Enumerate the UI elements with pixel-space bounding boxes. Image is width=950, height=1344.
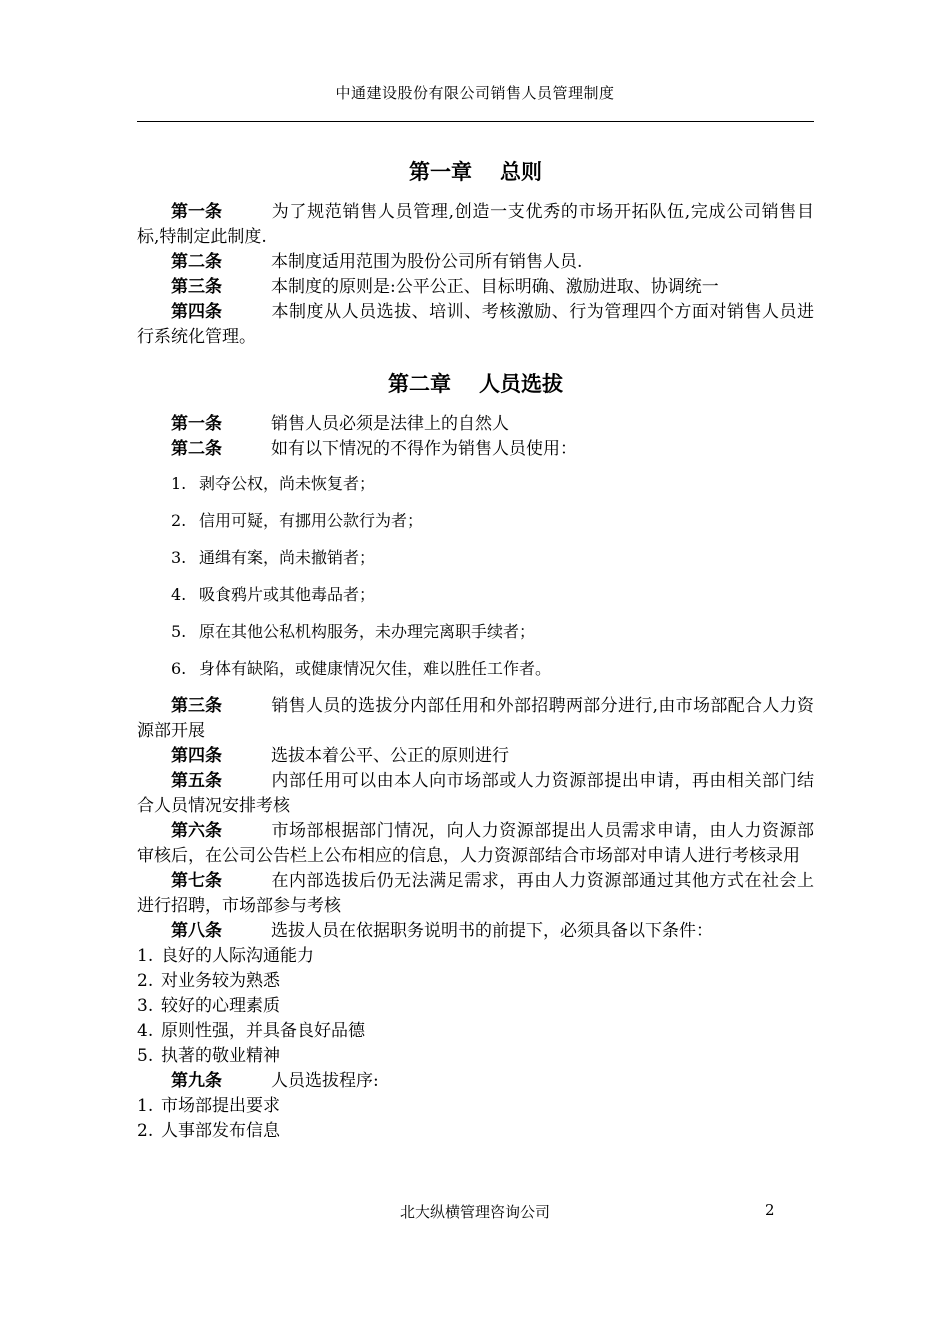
- document-body: [137, 150, 814, 1144]
- list-number: 2.: [171, 511, 187, 530]
- list-number: 6.: [171, 659, 187, 678]
- article-text: 本制度的原则是:公平公正、目标明确、激励进取、协调统一: [271, 277, 719, 297]
- list-item: [137, 614, 814, 651]
- chapter-title: 总则: [500, 160, 542, 184]
- article-number: 第二条: [171, 439, 222, 459]
- list-number: 5.: [171, 622, 187, 641]
- page-header: 中通建设股份有限公司销售人员管理制度: [335, 84, 615, 102]
- article-text: 为了规范销售人员管理,创造一支优秀的市场开拓队伍,完成公司销售目标,特制定此制度.: [137, 202, 814, 247]
- list-text: 人事部发布信息: [161, 1121, 280, 1141]
- article-number: 第三条: [171, 696, 222, 716]
- list-item: [137, 503, 814, 540]
- article-text: 人员选拔程序:: [271, 1071, 379, 1091]
- article-text: 销售人员的选拔分内部任用和外部招聘两部分进行,由市场部配合人力资源部开展: [137, 696, 814, 741]
- article: [137, 769, 814, 819]
- article: [137, 819, 814, 869]
- article: [137, 437, 814, 462]
- article-number: 第八条: [171, 921, 222, 941]
- list-item: [137, 1094, 814, 1119]
- article-text: 本制度从人员选拔、培训、考核激励、行为管理四个方面对销售人员进行系统化管理。: [137, 302, 814, 347]
- article-number: 第九条: [171, 1071, 222, 1091]
- list-number: 3.: [137, 996, 154, 1016]
- list-number: 4.: [171, 585, 187, 604]
- article-text: 市场部根据部门情况，向人力资源部提出人员需求申请，由人力资源部审核后，在公司公告栏上公布相应的信息，人力资源部结合市场部对申请人进行考核录用: [137, 821, 814, 866]
- article-number: 第六条: [171, 821, 222, 841]
- list-number: 3.: [171, 548, 187, 567]
- chapter-title: 人员选拔: [479, 372, 563, 396]
- list-number: 2.: [137, 971, 154, 991]
- article-text: 如有以下情况的不得作为销售人员使用：: [271, 439, 577, 459]
- article-text: 本制度适用范围为股份公司所有销售人员.: [271, 252, 583, 272]
- list-text: 良好的人际沟通能力: [161, 946, 314, 966]
- article: [137, 869, 814, 919]
- list-item: [137, 1044, 814, 1069]
- list-number: 1.: [137, 946, 154, 966]
- article-number: 第一条: [171, 202, 222, 222]
- article-text: 选拔本着公平、公正的原则进行: [271, 746, 509, 766]
- list-text: 对业务较为熟悉: [161, 971, 280, 991]
- list-text: 市场部提出要求: [161, 1096, 280, 1116]
- article: [137, 1069, 814, 1094]
- list-number: 1.: [137, 1096, 154, 1116]
- article-number: 第二条: [171, 252, 222, 272]
- list-item: [137, 540, 814, 577]
- condition-list: [137, 944, 814, 1069]
- list-text: 原则性强，并具备良好品德: [161, 1021, 365, 1041]
- chapter-number: 第一章: [409, 160, 472, 184]
- list-number: 4.: [137, 1021, 154, 1041]
- article: [137, 744, 814, 769]
- list-text: 身体有缺陷，或健康情况欠佳，难以胜任工作者。: [199, 659, 552, 678]
- article-number: 第七条: [171, 871, 222, 891]
- article: [137, 250, 814, 275]
- chapter-number: 第二章: [388, 372, 451, 396]
- article-number: 第四条: [171, 746, 222, 766]
- list-text: 通缉有案，尚未撤销者；: [199, 548, 376, 567]
- article: [137, 300, 814, 350]
- list-text: 吸食鸦片或其他毒品者；: [199, 585, 376, 604]
- article: [137, 275, 814, 300]
- list-item: [137, 651, 814, 688]
- disqualification-list: [137, 466, 814, 688]
- page-number: 2: [765, 1201, 775, 1219]
- list-item: [137, 1119, 814, 1144]
- chapter-2-heading: [137, 362, 814, 412]
- list-number: 1.: [171, 474, 187, 493]
- list-text: 原在其他公私机构服务，未办理完离职手续者；: [199, 622, 536, 641]
- article: [137, 694, 814, 744]
- list-item: [137, 466, 814, 503]
- list-item: [137, 944, 814, 969]
- article-number: 第四条: [171, 302, 222, 322]
- article-number: 第一条: [171, 414, 222, 434]
- list-text: 剥夺公权，尚未恢复者；: [199, 474, 376, 493]
- list-item: [137, 994, 814, 1019]
- article-text: 在内部选拔后仍无法满足需求，再由人力资源部通过其他方式在社会上进行招聘，市场部参与考核: [137, 871, 814, 916]
- article: [137, 919, 814, 944]
- article: [137, 412, 814, 437]
- article-text: 内部任用可以由本人向市场部或人力资源部提出申请，再由相关部门结合人员情况安排考核: [137, 771, 814, 816]
- list-text: 信用可疑，有挪用公款行为者；: [199, 511, 424, 530]
- list-item: [137, 577, 814, 614]
- list-number: 5.: [137, 1046, 154, 1066]
- article-text: 选拔人员在依据职务说明书的前提下，必须具备以下条件：: [271, 921, 713, 941]
- list-number: 2.: [137, 1121, 154, 1141]
- header-rule: [137, 121, 814, 122]
- procedure-list: [137, 1094, 814, 1144]
- list-item: [137, 1019, 814, 1044]
- article-number: 第五条: [171, 771, 222, 791]
- list-item: [137, 969, 814, 994]
- article-text: 销售人员必须是法律上的自然人: [271, 414, 509, 434]
- chapter-1-heading: [137, 150, 814, 200]
- footer-company: 北大纵横管理咨询公司: [399, 1203, 550, 1221]
- list-text: 执著的敬业精神: [161, 1046, 280, 1066]
- list-text: 较好的心理素质: [161, 996, 280, 1016]
- article: [137, 200, 814, 250]
- article-number: 第三条: [171, 277, 222, 297]
